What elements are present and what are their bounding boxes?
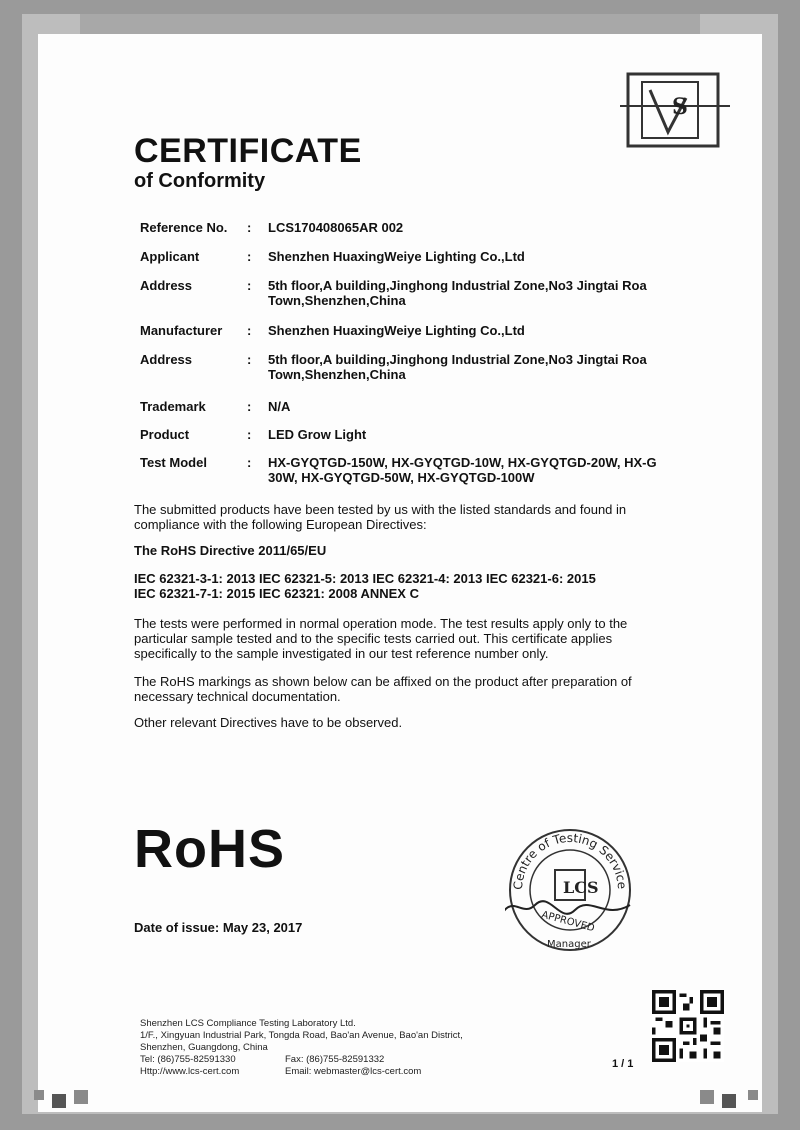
tests-paragraph bbox=[134, 616, 654, 661]
field-label: Product bbox=[140, 427, 190, 442]
field-label: Address bbox=[140, 278, 193, 293]
field-value: Shenzhen HuaxingWeiye Lighting Co.,Ltd bbox=[268, 323, 525, 338]
footer-fax-email bbox=[285, 1054, 421, 1078]
footer-tel: Tel: (86)755-82591330 bbox=[140, 1054, 236, 1065]
corner-square bbox=[74, 1090, 88, 1104]
date-of-issue: Date of issue: May 23, 2017 bbox=[134, 920, 303, 935]
directive-heading: The RoHS Directive 2011/65/EU bbox=[134, 543, 327, 558]
field-value-line2: 30W, HX-GYQTGD-50W, HX-GYQTGD-100W bbox=[268, 470, 535, 485]
rohs-mark: RoHS bbox=[134, 819, 285, 879]
certificate-subtitle: of Conformity bbox=[134, 170, 266, 192]
field-colon: : bbox=[247, 455, 252, 470]
corner-square bbox=[700, 1090, 714, 1104]
footer-address-line: 1/F., Xingyuan Industrial Park, Tongda Road, Bao'an Avenue, Bao'an District, bbox=[140, 1030, 463, 1041]
stamp-role: Manager bbox=[547, 939, 591, 950]
field-value: LED Grow Light bbox=[268, 427, 367, 442]
field-label: Reference No. bbox=[140, 220, 228, 235]
other-directives-note: Other relevant Directives have to be observed. bbox=[134, 715, 403, 730]
tests-line: The tests were performed in normal operation mode. The test results apply only to the bbox=[134, 616, 628, 631]
field-value: 5th floor,A building,Jinghong Industrial Zone,No3 Jingtai Roa bbox=[268, 352, 647, 367]
certificate-title: CERTIFICATE bbox=[134, 132, 362, 170]
corner-square bbox=[748, 1090, 758, 1100]
field-colon: : bbox=[247, 249, 252, 264]
intro-paragraph bbox=[134, 502, 654, 532]
corner-square bbox=[34, 1090, 44, 1100]
svg-text:S: S bbox=[672, 94, 688, 120]
footer-address-line: Shenzhen, Guangdong, China bbox=[140, 1042, 268, 1053]
corner-square bbox=[722, 1094, 736, 1108]
lcs-logo-icon bbox=[620, 70, 730, 150]
field-label: Manufacturer bbox=[140, 323, 223, 338]
tests-line: particular sample tested and to the specific tests carried out. This certificate applies bbox=[134, 631, 613, 646]
field-value: Shenzhen HuaxingWeiye Lighting Co.,Ltd bbox=[268, 249, 525, 264]
field-value-line2: Town,Shenzhen,China bbox=[268, 367, 406, 382]
field-value: HX-GYQTGD-150W, HX-GYQTGD-10W, HX-GYQTGD-20W, HX-G bbox=[268, 455, 657, 470]
qr-code-icon bbox=[652, 990, 724, 1062]
field-label: Test Model bbox=[140, 455, 207, 470]
field-colon: : bbox=[247, 220, 252, 235]
field-label: Address bbox=[140, 352, 193, 367]
standards-line: IEC 62321-3-1: 2013 IEC 62321-5: 2013 IEC 62321-4: 2013 IEC 62321-6: 2015 bbox=[134, 571, 596, 586]
markings-line: necessary technical documentation. bbox=[134, 689, 341, 704]
approval-stamp-icon bbox=[505, 825, 635, 955]
stamp-ring-text: Centre of Testing Service bbox=[510, 830, 630, 891]
footer-fax: Fax: (86)755-82591332 bbox=[285, 1054, 385, 1065]
field-value-line2: Town,Shenzhen,China bbox=[268, 293, 406, 308]
intro-line: The submitted products have been tested by us with the listed standards and found in bbox=[134, 502, 627, 517]
footer-email: Email: webmaster@lcs-cert.com bbox=[285, 1066, 422, 1077]
stamp-logo-text: LCS bbox=[563, 878, 599, 897]
field-value: 5th floor,A building,Jinghong Industrial Zone,No3 Jingtai Roa bbox=[268, 278, 647, 293]
markings-paragraph bbox=[134, 674, 654, 704]
intro-line: compliance with the following European Directives: bbox=[134, 517, 427, 532]
field-colon: : bbox=[247, 399, 252, 414]
field-colon: : bbox=[247, 352, 252, 367]
field-colon: : bbox=[247, 323, 252, 338]
field-colon: : bbox=[247, 427, 252, 442]
page-number: 1 / 1 bbox=[612, 1058, 634, 1070]
field-value: LCS170408065AR 002 bbox=[268, 220, 404, 235]
footer-web: Http://www.lcs-cert.com bbox=[140, 1066, 240, 1077]
footer-company: Shenzhen LCS Compliance Testing Laboratory Ltd. bbox=[140, 1018, 356, 1029]
standards-line: IEC 62321-7-1: 2015 IEC 62321: 2008 ANNEX C bbox=[134, 586, 419, 601]
standards-list bbox=[134, 571, 654, 601]
field-label: Applicant bbox=[140, 249, 200, 264]
tests-line: specifically to the sample investigated in our test reference number only. bbox=[134, 646, 549, 661]
field-label: Trademark bbox=[140, 399, 206, 414]
top-border-band bbox=[80, 14, 700, 34]
field-value: N/A bbox=[268, 399, 291, 414]
field-colon: : bbox=[247, 278, 252, 293]
corner-square bbox=[52, 1094, 66, 1108]
stamp-approved-text: APPROVED bbox=[540, 909, 596, 935]
markings-line: The RoHS markings as shown below can be affixed on the product after preparation of bbox=[134, 674, 632, 689]
